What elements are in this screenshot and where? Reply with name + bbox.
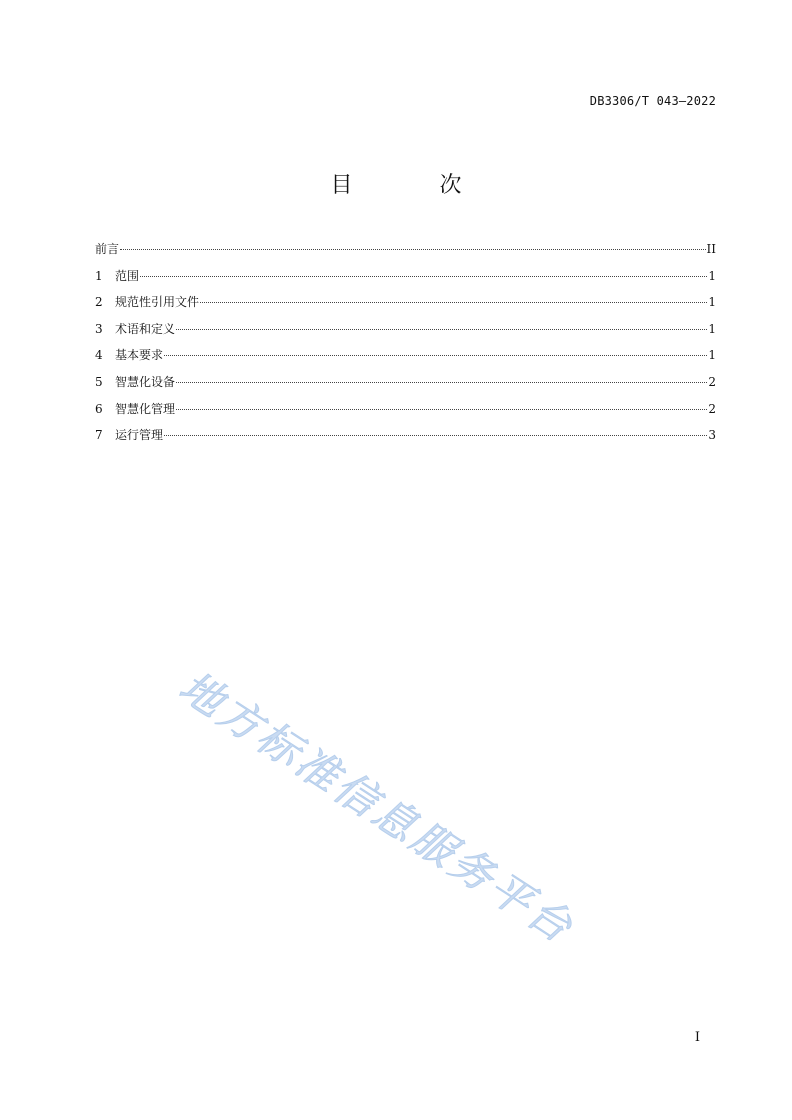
toc-entry-page: II	[706, 242, 716, 256]
toc-entry-label: 规范性引用文件	[115, 295, 200, 310]
toc-leader-dots	[200, 302, 707, 303]
toc-entry-number: 6	[95, 401, 103, 416]
toc-entry-number: 4	[95, 348, 103, 363]
toc-leader-dots	[140, 276, 707, 277]
toc-entry-page: 2	[708, 401, 716, 416]
toc-entry-number: 3	[95, 321, 103, 336]
toc-entry-number: 7	[95, 428, 103, 443]
toc-entry-page: 1	[708, 348, 716, 363]
page-title: 目 次	[330, 173, 502, 198]
toc-entry-page: 1	[708, 268, 716, 283]
toc-entry-page: 1	[708, 295, 716, 310]
toc-entry[interactable]	[95, 426, 716, 453]
toc-entry-number: 1	[95, 268, 103, 283]
page-number: I	[694, 1030, 700, 1045]
toc-entry-label: 基本要求	[115, 348, 164, 363]
toc-entry[interactable]	[95, 240, 716, 267]
toc-leader-dots	[164, 435, 707, 436]
toc-entry[interactable]	[95, 293, 716, 320]
toc-entry-label: 运行管理	[115, 428, 164, 443]
toc-entry-number: 5	[95, 374, 103, 389]
toc-entry-label: 前言	[95, 242, 120, 256]
toc-entry-label: 智慧化管理	[115, 401, 176, 416]
toc-entry[interactable]	[95, 373, 716, 400]
toc-entry[interactable]	[95, 267, 716, 294]
toc-leader-dots	[164, 355, 707, 356]
toc-entry-label: 范围	[115, 268, 140, 283]
toc-entry-number: 2	[95, 295, 103, 310]
toc-entry-label: 术语和定义	[115, 321, 176, 336]
toc-entry-page: 1	[708, 321, 716, 336]
watermark: 地方标准信息服务平台	[170, 661, 584, 954]
toc-leader-dots	[176, 382, 707, 383]
toc-entry-label: 智慧化设备	[115, 374, 176, 389]
table-of-contents	[95, 240, 716, 453]
toc-leader-dots	[176, 409, 707, 410]
toc-leader-dots	[176, 329, 707, 330]
toc-entry-page: 2	[708, 374, 716, 389]
toc-entry[interactable]	[95, 320, 716, 347]
toc-entry[interactable]	[95, 400, 716, 427]
toc-leader-dots	[120, 249, 706, 250]
toc-entry[interactable]	[95, 346, 716, 373]
document-code: DB3306/T 043—2022	[589, 94, 716, 108]
toc-entry-page: 3	[708, 428, 716, 443]
